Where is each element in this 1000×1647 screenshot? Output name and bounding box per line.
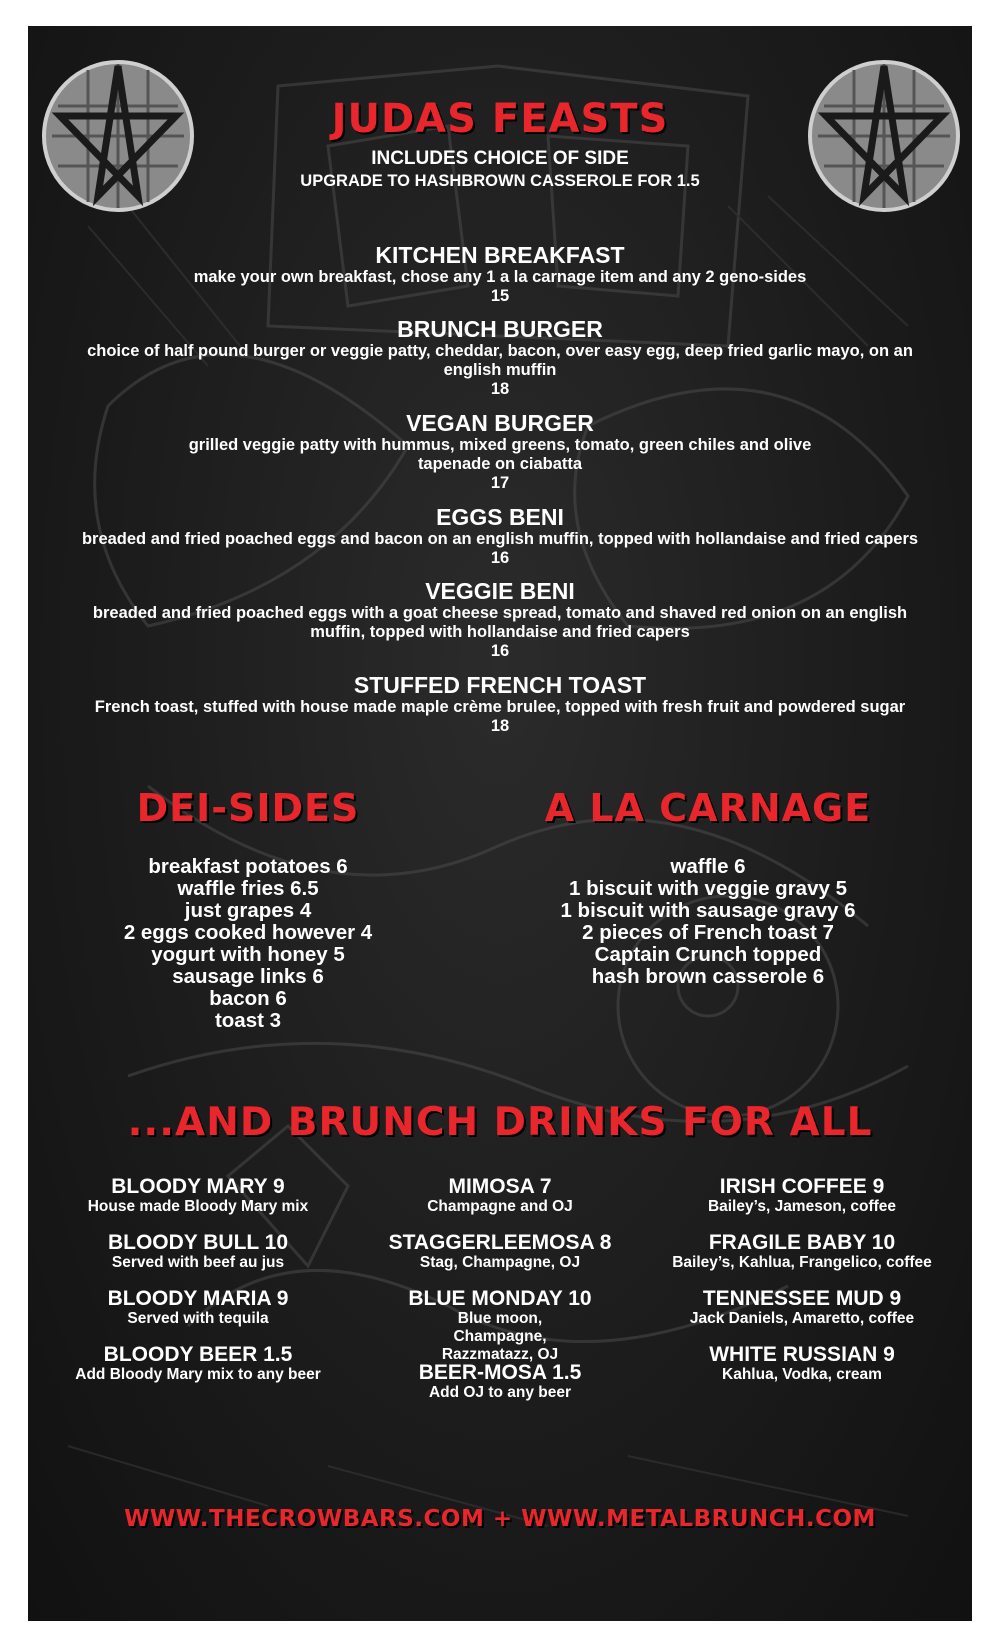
list-item: 1 biscuit with sausage gravy 6 [560,899,856,922]
menu-item: VEGGIE BENI breaded and fried poached eggs with a goat cheese spread, tomato and shaved red onion on an english muffin, topped with hollandaise and fried capers 16 [92,578,908,660]
section-title-feasts: JUDAS FEASTS [331,96,669,142]
list-item: breakfast potatoes 6 [148,855,348,878]
list-item: yogurt with honey 5 [151,943,345,966]
drink-item: BLUE MONDAY 10 Blue moon, Champagne, Razzmatazz, OJ [408,1287,592,1363]
list-item: just grapes 4 [184,899,312,922]
list-item: 1 biscuit with veggie gravy 5 [569,877,847,900]
drink-item: BLOODY BEER 1.5 Add Bloody Mary mix to any beer [75,1343,321,1383]
drink-item: TENNESSEE MUD 9 Jack Daniels, Amaretto, coffee [689,1287,915,1327]
list-item: waffle 6 [670,855,746,878]
section-title-sides: DEI-SIDES [136,786,360,830]
menu-item: STUFFED FRENCH TOAST French toast, stuffed with house made maple crème brulee, topped with fresh fruit and powdered sugar 18 [94,672,906,735]
section-title-carnage: A LA CARNAGE [544,786,872,830]
list-item: Captain Crunch topped [594,943,822,966]
list-item: waffle fries 6.5 [177,877,319,900]
list-item: 2 eggs cooked however 4 [123,921,373,944]
list-item: hash brown casserole 6 [591,965,825,988]
menu-poster [28,26,972,1621]
sides-list [108,856,388,1032]
drink-item: MIMOSA 7 Champagne and OJ [427,1175,573,1215]
drink-item: FRAGILE BABY 10 Bailey’s, Kahlua, Frangelico, coffee [672,1231,932,1271]
drink-item: IRISH COFFEE 9 Bailey’s, Jameson, coffee [707,1175,897,1215]
list-item: sausage links 6 [172,965,324,988]
feasts-upgrade-note: UPGRADE TO HASHBROWN CASSEROLE FOR 1.5 [300,172,700,190]
drink-item: STAGGERLEEMOSA 8 Stag, Champagne, OJ [388,1231,612,1271]
list-item: 2 pieces of French toast 7 [582,921,834,944]
list-item: bacon 6 [209,987,287,1010]
menu-item: VEGAN BURGER grilled veggie patty with hummus, mixed greens, tomato, green chiles and olive tapenade on ciabatta 17 [188,410,812,492]
menu-item: EGGS BENI breaded and fried poached eggs and bacon on an english muffin, topped with hollandaise and fried capers 16 [81,504,919,567]
drink-item: WHITE RUSSIAN 9 Kahlua, Vodka, cream [709,1343,895,1383]
list-item: toast 3 [214,1009,282,1032]
menu-item: BRUNCH BURGER choice of half pound burger or veggie patty, cheddar, bacon, over easy egg, deep fried garlic mayo, on an english muffin 18 [87,316,913,398]
menu-item: KITCHEN BREAKFAST make your own breakfast, chose any 1 a la carnage item and any 2 geno-sides 15 [193,242,807,305]
drink-item: BLOODY MARIA 9 Served with tequila [107,1287,289,1327]
drink-item: BEER-MOSA 1.5 Add OJ to any beer [418,1361,582,1401]
drink-item: BLOODY MARY 9 House made Bloody Mary mix [87,1175,309,1215]
drink-item: BLOODY BULL 10 Served with beef au jus [107,1231,289,1271]
section-title-drinks: ...AND BRUNCH DRINKS FOR ALL [127,1100,873,1145]
carnage-list [528,856,888,988]
footer-urls[interactable]: WWW.THECROWBARS.COM + WWW.METALBRUNCH.COM [124,1506,876,1532]
feasts-subtitle: INCLUDES CHOICE OF SIDE [371,148,629,169]
